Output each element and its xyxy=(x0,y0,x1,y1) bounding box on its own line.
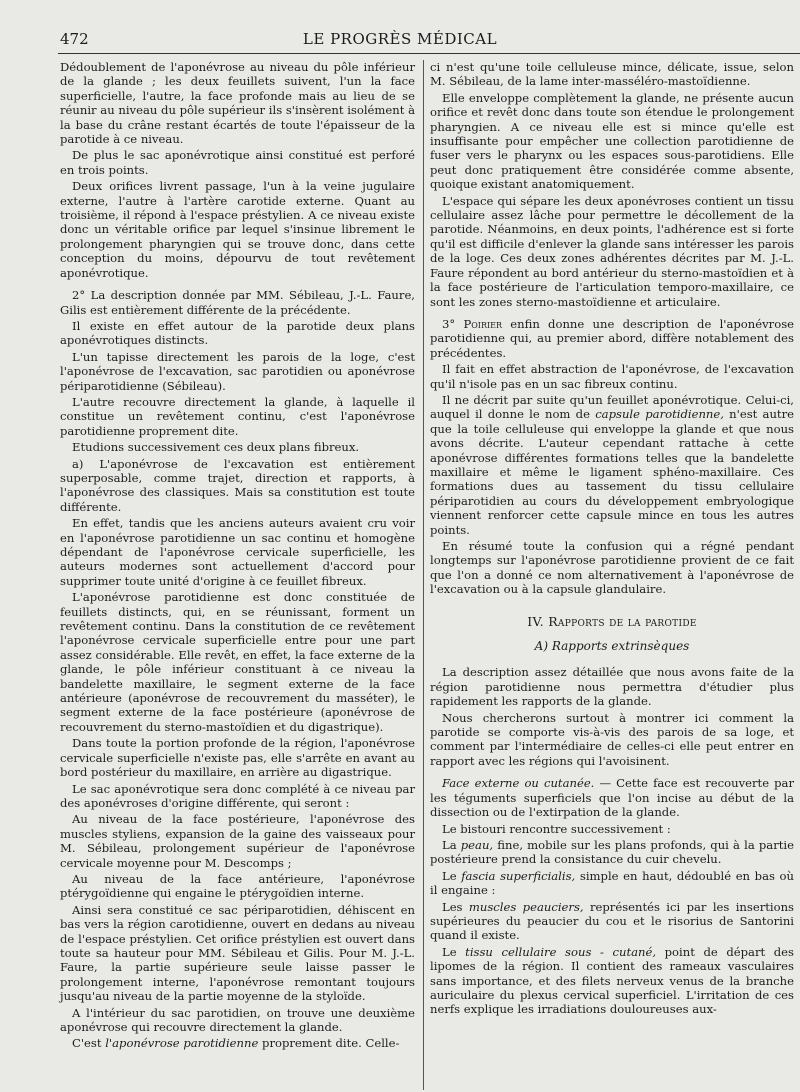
paragraph: Dédoublement de l'aponévrose au niveau du pôle inférieur de la glande ; les deux feuillets suivent, l'un la face superficielle, l'autre, la face profonde mais au lieu de se réunir au niveau du pôle supérieur ils s'insèrent isolément à la base du crâne restant écartés de toute l'épaisseur de la parotide à ce niveau. xyxy=(60,60,415,147)
paragraph xyxy=(430,393,794,537)
paragraph: Nous chercherons surtout à montrer ici comment la parotide se comporte vis-à-vis des parois de sa loge, et comment par l'intermédiaire de celles-ci elle peut entrer en rapport avec les régions qui l'avoisinent. xyxy=(430,710,794,768)
paragraph: La description assez détaillée que nous avons faite de la région parotidienne nous permettra d'étudier plus rapidement les rapports de la glande. xyxy=(430,665,794,709)
left-column xyxy=(60,60,415,1053)
text-run: — Cette face est recouverte par les téguments superficiels que l'on incise au début de la dissection ou de l'extirpation de la glande. xyxy=(430,776,794,820)
paragraph: Elle enveloppe complètement la glande, ne présente aucun orifice et revêt donc dans toute son étendue le prolongement pharyngien. A ce niveau elle est si mince qu'elle est insuffisante pour empêcher une collection parotidienne de fuser vers le pharynx ou les espaces sous-parotidiens. Elle peut donc pratiquement être considérée comme absente, quoique existant anatomiquement. xyxy=(430,90,794,192)
emphasis: peau, xyxy=(460,837,494,852)
paragraph: Le bistouri rencontre successivement : xyxy=(442,821,671,836)
paragraph: L'espace qui sépare les deux aponévroses contient un tissu cellulaire assez lâche pour permettre le décollement de la parotide. Néanmoins, en deux points, l'adhérence est si forte qu'il est difficile d'enlever la glande sans intéresser les parois de la loge. Ces deux zones adhérentes décrites par M. J.-L. Faure répondent au bord antérieur du sterno-mastoïdien et à la face postérieure de l'articulation temporo-maxillaire, ce sont les zones sterno-mastoïdienne et articulaire. xyxy=(430,193,794,309)
right-column xyxy=(430,60,794,1019)
paragraph: L'autre recouvre directement la glande, à laquelle il constitue un revêtement continu, c'est l'aponévrose parotidienne proprement dite. xyxy=(60,394,415,438)
paragraph xyxy=(430,945,794,1017)
author-name: Poirier xyxy=(463,316,503,331)
text-run: Le xyxy=(442,944,466,959)
paragraph: Au niveau de la face antérieure, l'aponévrose ptérygoïdienne qui engaine le ptérygoïdien interne. xyxy=(60,871,415,901)
paragraph: Le sac aponévrotique sera donc complété à ce niveau par des aponévroses d'origine différente, qui seront : xyxy=(60,781,415,810)
journal-title: LE PROGRÈS MÉDICAL xyxy=(302,30,498,48)
column-divider xyxy=(423,60,424,1090)
text-run: C'est xyxy=(72,1036,106,1051)
paragraph: En résumé toute la confusion qui a régné pendant longtemps sur l'aponévrose parotidienne provient de ce fait que l'on a donné ce nom alternativement à l'aponévrose de l'excavation ou à la capsule glandulaire. xyxy=(430,539,794,597)
paragraph: L'un tapisse directement les parois de la loge, c'est l'aponévrose de l'excavation, sac parotidien ou aponévrose périparotidienne (Sébileau). xyxy=(60,349,415,393)
text-run: simple en haut, dédoublé en bas où il engaine : xyxy=(430,868,795,898)
emphasis: muscles peauciers, xyxy=(468,899,584,914)
section-title: Rapports de la parotide xyxy=(548,613,697,629)
paragraph: Il fait en effet abstraction de l'aponévrose, de l'excavation qu'il n'isole pas en un sac fibreux continu. xyxy=(430,362,794,391)
paragraph: 2° La description donnée par MM. Sébileau, J.-L. Faure, Gilis est entièrement différente de la précédente. xyxy=(60,288,415,317)
subsection-heading: A) Rapports extrinsèques xyxy=(534,639,690,654)
paragraph: Au niveau de la face postérieure, l'aponévrose des muscles styliens, expansion de la gaine des vaisseaux pour M. Sébileau, prolongement supérieur de l'aponévrose cervicale moyenne pour M. Descomps ; xyxy=(60,812,415,870)
text-run: Le xyxy=(442,868,462,883)
emphasis: fascia superficialis, xyxy=(461,868,576,883)
header-rule xyxy=(58,53,800,54)
text-run: fine, mobile sur les plans profonds, qui à la partie postérieure prend la consistance du cuir chevelu. xyxy=(430,837,794,867)
text-run: point de départ des lipomes de la région. Il contient des rameaux vasculaires sans importance, et des filets nerveux venus de la branche auriculaire du plexus cervical superficiel. L'irritation de ces nerfs explique les irradiations douloureuses aux- xyxy=(430,944,794,1017)
paragraph: ci n'est qu'une toile celluleuse mince, délicate, issue, selon M. Sébileau, de la lame inter-masséléro-mastoïdienne. xyxy=(430,60,794,89)
paragraph: En effet, tandis que les anciens auteurs avaient cru voir en l'aponévrose parotidienne un sac continu et homogène dépendant de l'aponévrose cervicale superficielle, les auteurs modernes sont actuellement d'accord pour supprimer toute unité d'origine à ce feuillet fibreux. xyxy=(60,516,415,588)
paragraph xyxy=(430,838,794,867)
text-run: Il ne décrit par suite qu'un feuillet aponévrotique. Celui-ci, auquel il donne le nom de xyxy=(430,392,794,422)
section-heading xyxy=(430,615,794,629)
page-header xyxy=(0,0,800,52)
paragraph: A l'intérieur du sac parotidien, on trouve une deuxième aponévrose qui recouvre directement la glande. xyxy=(60,1005,415,1034)
text-run: enfin donne une description de l'aponévrose parotidienne qui, au premier abord, diffère notablement des précédentes. xyxy=(430,316,795,360)
paragraph: L'aponévrose parotidienne est donc constituée de feuillets distincts, qui, en se réunissant, forment un revêtement continu. Dans la constitution de ce revêtement l'aponévrose cervicale superficielle entre pour une part assez considérable. Elle revêt, en effet, la face externe de la glande, le pôle inférieur constituant à ce niveau la bandelette maxillaire, le segment externe de la face antérieure (aponévrose de recouvrement du masséter), le segment externe de la face postérieure (aponévrose de recouvrement du sterno-mastoïdien et du digastrique). xyxy=(60,590,415,734)
emphasis: tissu cellulaire sous - cutané, xyxy=(465,944,657,959)
paragraph: Dans toute la portion profonde de la région, l'aponévrose cervicale superficielle n'existe pas, elle s'arrête en avant au bord postérieur du maxillaire, en arrière au digastrique. xyxy=(60,736,415,780)
paragraph xyxy=(430,869,794,898)
paragraph: a) L'aponévrose de l'excavation est entièrement superposable, comme trajet, direction et rapports, à l'aponévrose des classiques. Mais sa constitution est toute différente. xyxy=(60,456,415,514)
paragraph: Ainsi sera constitué ce sac périparotidien, déhiscent en bas vers la région carotidienne, ouvert en dedans au niveau de l'espace préstylien. Cet orifice préstylien est ouvert dans toute sa hauteur pour MM. Sébileau et Gilis. Pour M. J.-L. Faure, la partie supérieure seule laisse passer le prolongement interne, l'aponévrose remontant toujours jusqu'au niveau de la partie moyenne de la styloïde. xyxy=(60,902,415,1004)
text-run: 3° xyxy=(442,316,464,331)
paragraph: Etudions successivement ces deux plans fibreux. xyxy=(72,440,360,455)
text-run: représentés ici par les insertions supérieures du peaucier du cou et le risorius de Santorini quand il existe. xyxy=(430,899,795,943)
paragraph xyxy=(430,317,794,360)
section-number: IV. xyxy=(527,613,549,629)
page-number: 472 xyxy=(60,30,89,48)
emphasis: Face externe ou cutanée. xyxy=(442,776,595,791)
text-run: proprement dite. Celle- xyxy=(258,1036,400,1051)
paragraph xyxy=(430,776,794,819)
paragraph xyxy=(430,900,794,943)
emphasis: capsule parotidienne, xyxy=(595,407,724,422)
paragraph: De plus le sac aponévrotique ainsi constitué est perforé en trois points. xyxy=(60,148,415,177)
text-run: n'est autre que la toile celluleuse qui enveloppe la glande et que nous avons décrite. L'auteur cependant rattache à cette aponévrose différentes formations telles que la bandelette maxillaire et même le ligament sphéno-maxillaire. Ces formations dues au tassement du tissu cellulaire périparotidien au cours du développement embryologique viennent renforcer cette capsule mince en tous les autres points. xyxy=(430,407,794,537)
text-run: La xyxy=(442,837,461,852)
text-run: Les xyxy=(442,899,469,914)
paragraph: Il existe en effet autour de la parotide deux plans aponévrotiques distincts. xyxy=(60,318,415,348)
paragraph xyxy=(60,1036,415,1050)
emphasis: l'aponévrose parotidienne xyxy=(105,1036,259,1051)
paragraph: Deux orifices livrent passage, l'un à la veine jugulaire externe, l'autre à l'artère carotide externe. Quant au troisième, il répond à l'espace préstylien. A ce niveau existe donc un véritable orifice par lequel s'insinue librement le prolongement pharyngien qui se trouve donc, dans cette conception du moins, dépourvu de tout revêtement aponévrotique. xyxy=(60,179,415,280)
